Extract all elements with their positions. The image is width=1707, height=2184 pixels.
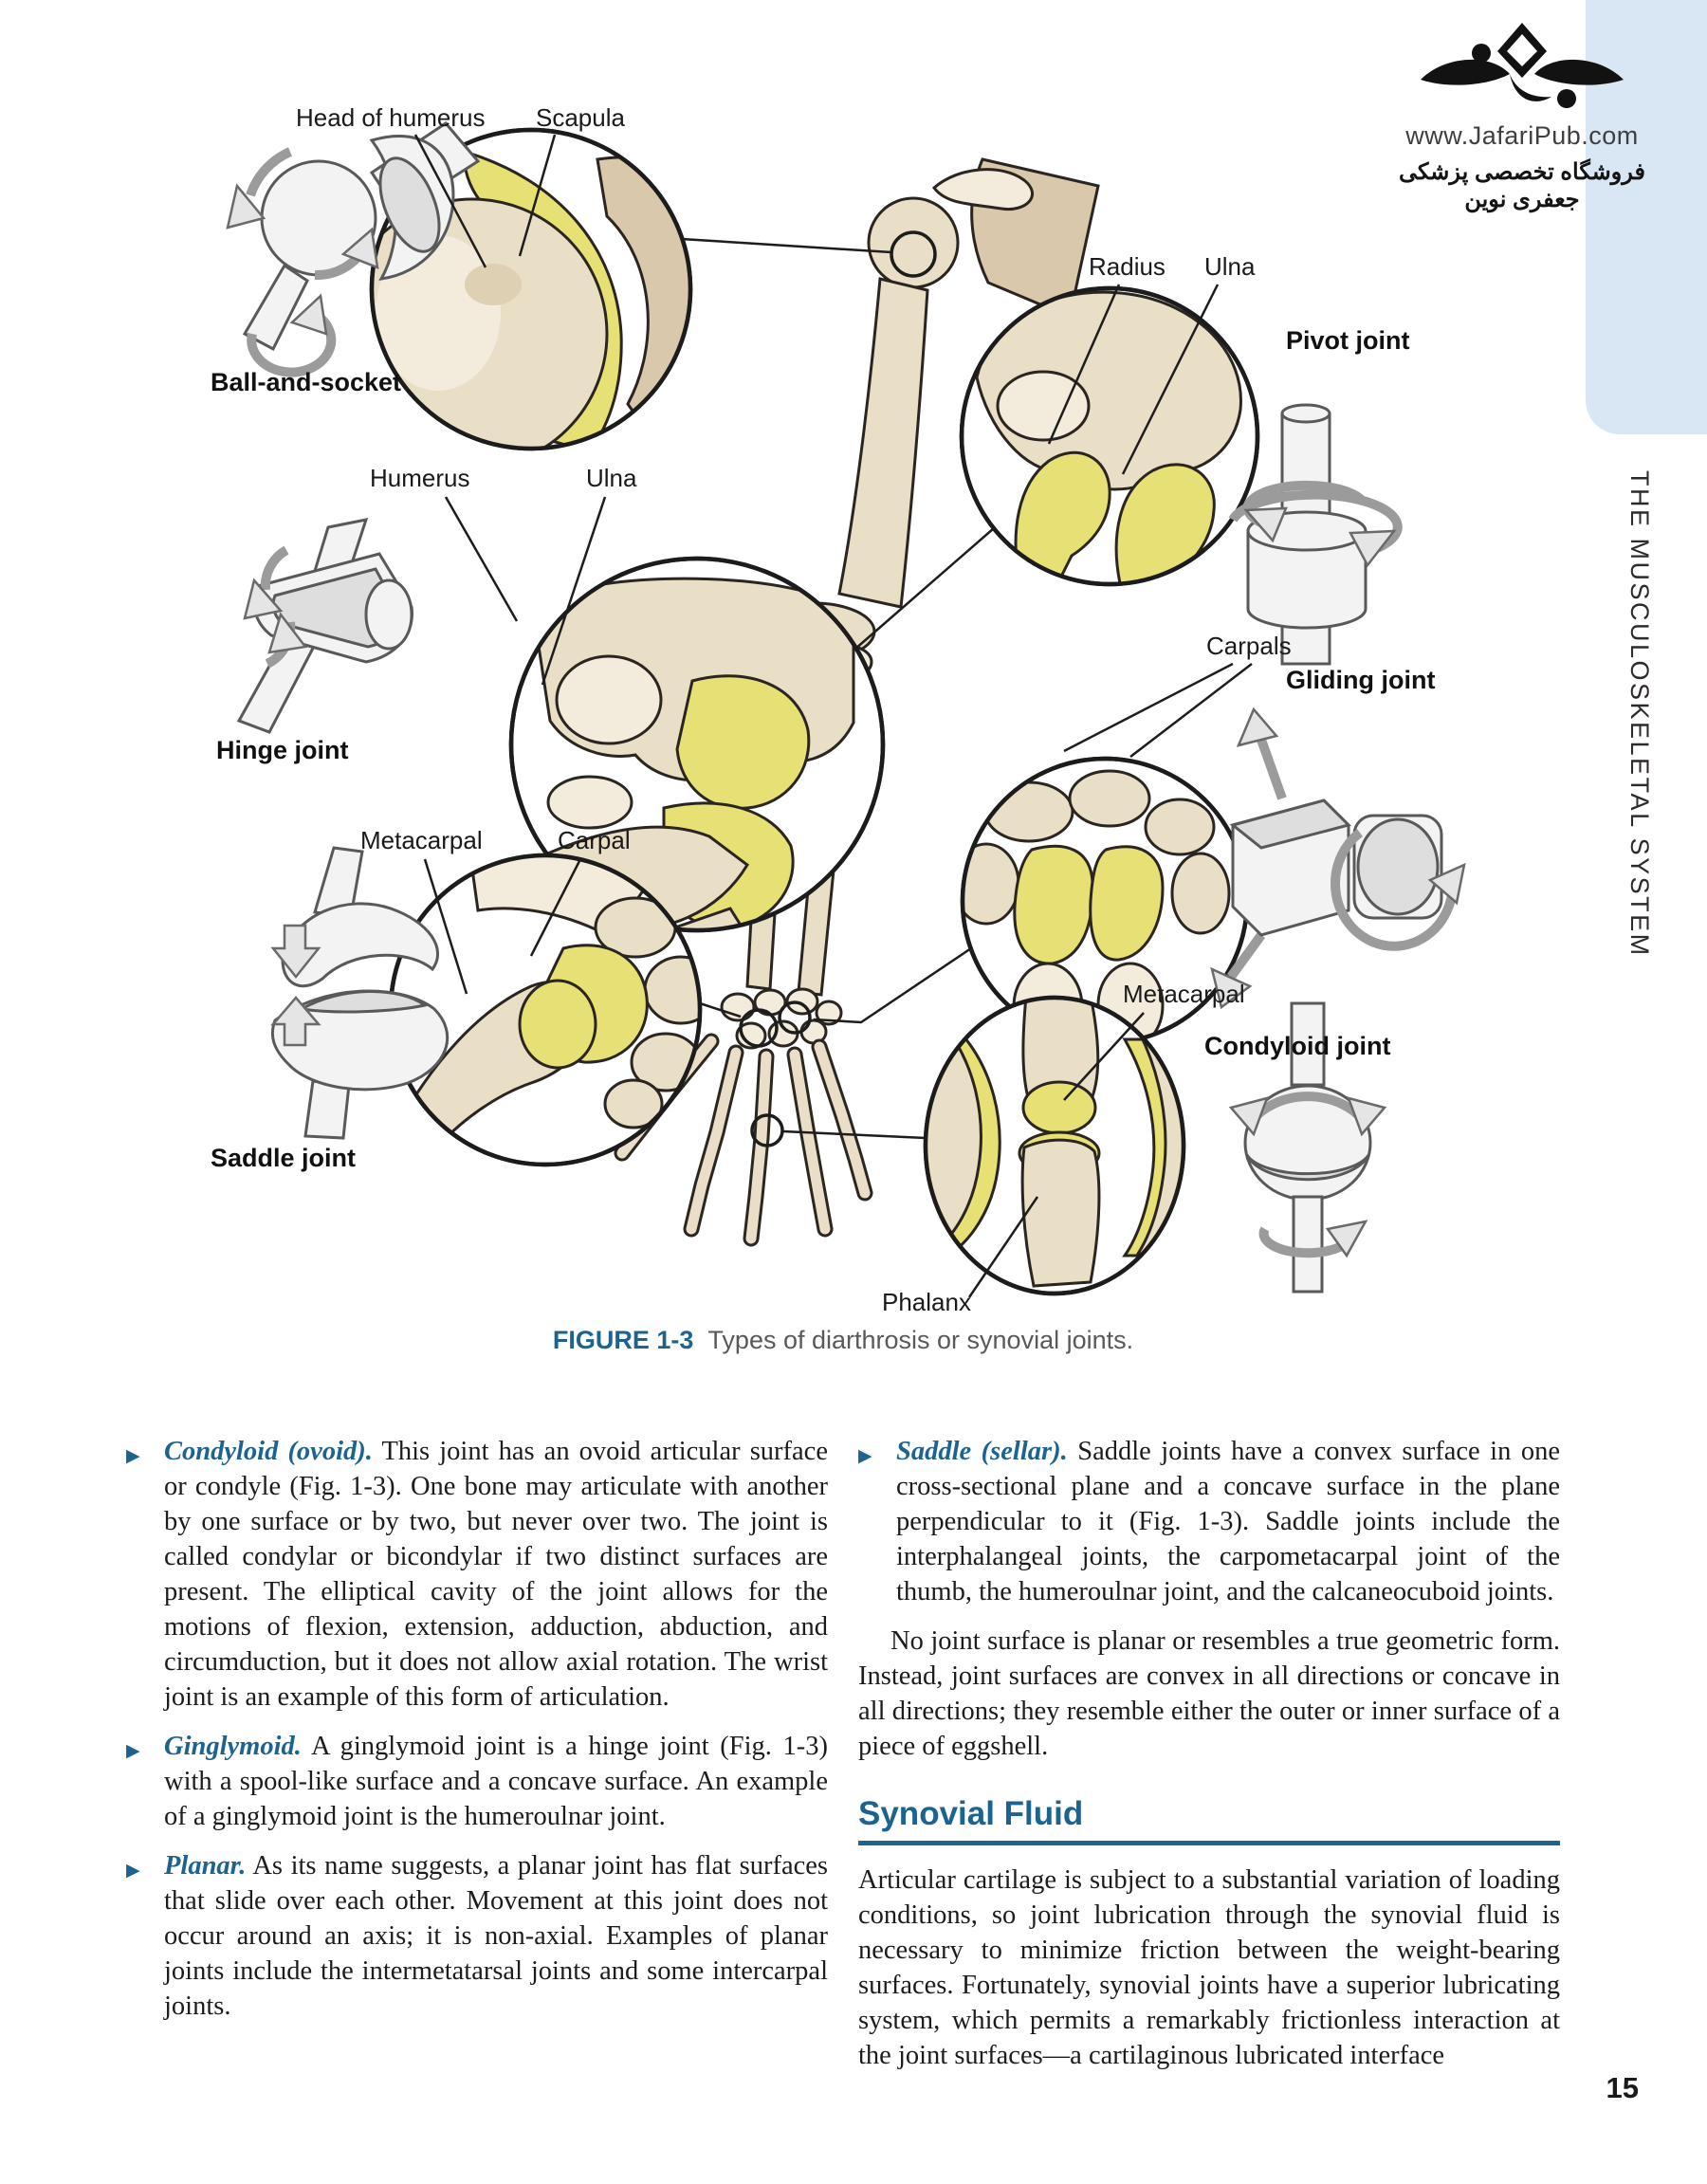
label-ball-and-socket: Ball-and-socket [211,368,402,396]
left-text-column [126,1434,828,2038]
label-saddle-joint: Saddle joint [211,1144,357,1172]
label-condyloid-joint: Condyloid joint [1204,1032,1391,1060]
label-ulna-right: Ulna [1204,252,1256,281]
label-gliding-joint: Gliding joint [1286,666,1436,694]
bullet-saddle [858,1434,1560,1609]
publisher-url: www.JafariPub.com [1405,121,1639,150]
bullet-term: Planar. [164,1851,247,1881]
bullet-ginglymoid [126,1729,828,1834]
label-ulna-left: Ulna [586,464,637,492]
bullet-term: Ginglymoid. [164,1732,302,1761]
bullet-arrow-icon: ▶ [126,1446,140,1466]
bullet-text: A ginglymoid joint is a hinge joint (Fig. 1-3) with a spool-like surface and a concave surface. An example of a ginglymoid joint is the humeroulnar joint. [164,1732,828,1831]
label-hinge-joint: Hinge joint [216,736,349,764]
right-text-column [858,1434,1560,2073]
label-phalanx: Phalanx [882,1288,971,1316]
pivot-joint-inset [962,288,1257,588]
figure-caption-text: Types of diarthrosis or synovial joints. [707,1326,1134,1354]
bullet-term: Saddle (sellar). [896,1437,1068,1466]
label-metacarpal-right: Metacarpal [1123,980,1245,1008]
section-heading-synovial-fluid: Synovial Fluid [858,1796,1560,1845]
bullet-arrow-icon: ▶ [126,1861,140,1881]
paragraph-synovial-fluid: Articular cartilage is subject to a substantial variation of loading conditions, so joint lubrication through the synovial fluid is necessary to minimize friction between the weight-bearing surfaces. Fortunately, synovial joints have a superior lubricating system, which permits a remarkably frictionless interaction at the joint surfaces—a cartilaginous lubricated interface [858,1865,1560,2070]
bullet-text: As its name suggests, a planar joint has flat surfaces that slide over each other. Movement at this joint does not occur around an axis; it is non-axial. Examples of planar joints include the intermetatarsal joints and some intercarpal joints. [164,1851,828,2021]
label-humerus: Humerus [370,464,470,492]
label-pivot-joint: Pivot joint [1286,326,1410,355]
bullet-text: This joint has an ovoid articular surface or condyle (Fig. 1-3). One bone may articulate with another by one surface or by two, but never over two. The joint is called condylar or bicondylar if two distinct surfaces are present. The elliptical cavity of the joint allows for the motions of flexion, extension, adduction, abduction, and circumduction, but it does not allow axial rotation. The wrist joint is an example of this form of articulation. [164,1437,828,1712]
figure-caption-label: FIGURE 1-3 [552,1326,694,1354]
bullet-planar [126,1848,828,2024]
bullet-text: Saddle joints have a convex surface in one cross-sectional plane and a concave surface in the plane perpendicular to it (Fig. 1-3). Saddle joints include the interphalangeal joints, the carpometacarpal joint of the thumb, the humeroulnar joint, and the calcaneocuboid joints. [896,1437,1560,1606]
label-carpal: Carpal [558,826,631,854]
bullet-arrow-icon: ▶ [126,1741,140,1761]
figure-caption [126,1326,1560,1355]
label-carpals: Carpals [1206,632,1292,660]
bullet-arrow-icon: ▶ [858,1446,872,1466]
label-metacarpal-left: Metacarpal [360,826,483,854]
condyloid-joint-inset [912,996,1199,1294]
paragraph-joint-surfaces: No joint surface is planar or resembles a true geometric form. Instead, joint surfaces are convex in all directions or concave in all directions; they resemble either the outer or inner surface of a piece of eggshell. [858,1626,1560,1761]
page-number: 15 [1606,2071,1639,2104]
chapter-running-title: THE MUSCULOSKELETAL SYSTEM [1625,470,1654,958]
label-head-of-humerus: Head of humerus [296,103,486,132]
label-scapula: Scapula [536,103,625,132]
label-radius: Radius [1089,252,1166,281]
gliding-joint-mechanical-icon [1212,709,1464,1007]
bullet-term: Condyloid (ovoid). [164,1437,373,1466]
hinge-joint-mechanical-icon [239,520,412,732]
publisher-tagline-farsi: فروشگاه تخصصی پزشکی جعفری نوین [1399,159,1645,212]
bullet-condyloid [126,1434,828,1715]
